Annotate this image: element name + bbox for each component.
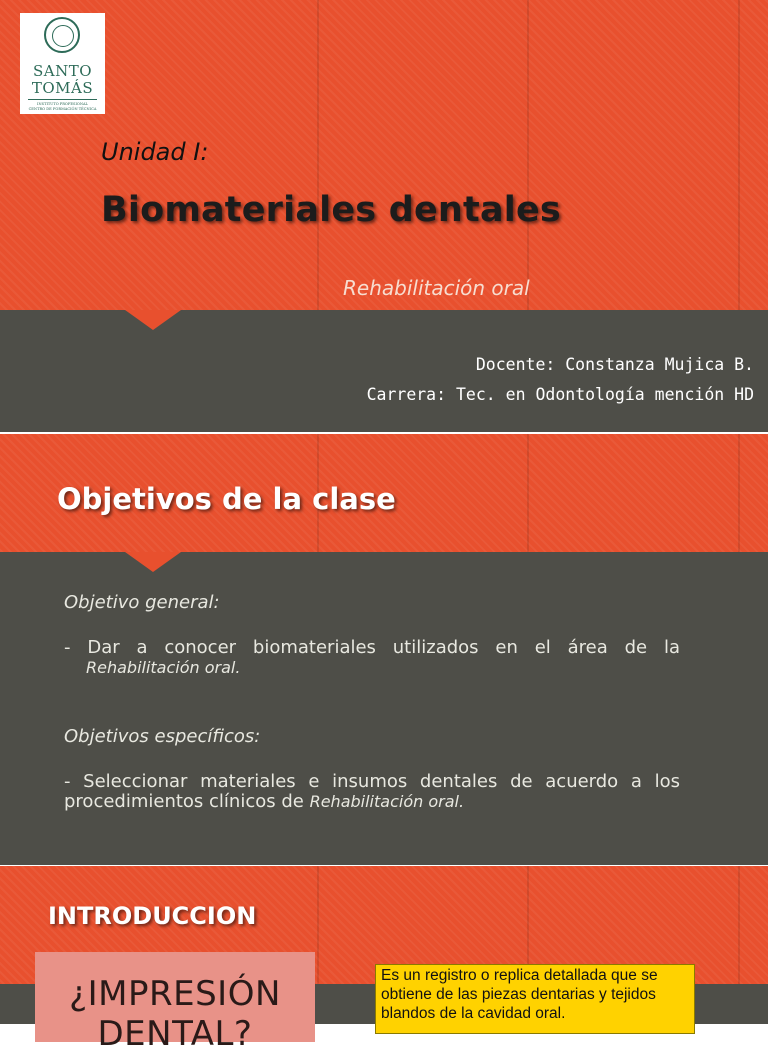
specific-objective-line1: - Seleccionar materiales e insumos dentales de acuerdo a los	[64, 771, 680, 792]
impression-box-title: ¿IMPRESIÓN DENTAL?	[69, 974, 281, 1054]
general-objective-line2: Rehabilitación oral.	[86, 658, 241, 677]
general-objective-line1: - Dar a conocer biomateriales utilizados en el área de la	[64, 637, 680, 658]
teacher-name: Docente: Constanza Mujica B.	[475, 355, 754, 374]
logo-word-tomas: TOMÁS	[31, 79, 94, 97]
unit-label: Unidad I:	[101, 138, 209, 166]
introduction-title: INTRODUCCION	[48, 902, 257, 930]
objectives-slide	[0, 434, 768, 865]
notch-decoration	[125, 552, 181, 572]
page-title: Biomateriales dentales	[101, 190, 561, 230]
impression-box	[35, 952, 315, 1054]
santo-tomas-logo	[20, 13, 105, 114]
seal-icon	[44, 17, 80, 53]
logo-word-santo: SANTO	[32, 62, 93, 80]
subtitle: Rehabilitación oral	[343, 276, 530, 300]
notch-decoration	[125, 310, 181, 330]
career-name: Carrera: Tec. en Odontología mención HD	[366, 385, 754, 404]
objectives-title: Objetivos de la clase	[57, 482, 396, 516]
definition-box: Es un registro o replica detallada que se obtiene de las piezas dentarias y tejidos blandos de la cavidad oral.	[375, 964, 695, 1034]
specific-objectives-heading: Objetivos específicos:	[64, 726, 261, 747]
logo-sub-1: INSTITUTO PROFESIONAL	[37, 102, 88, 106]
general-objective-heading: Objetivo general:	[64, 592, 220, 613]
introduction-slide	[0, 866, 768, 1054]
specific-objective-line2: procedimientos clínicos de Rehabilitación oral.	[64, 791, 465, 812]
logo-sub-2: CENTRO DE FORMACIÓN TÉCNICA	[28, 107, 97, 111]
title-slide	[0, 0, 768, 432]
